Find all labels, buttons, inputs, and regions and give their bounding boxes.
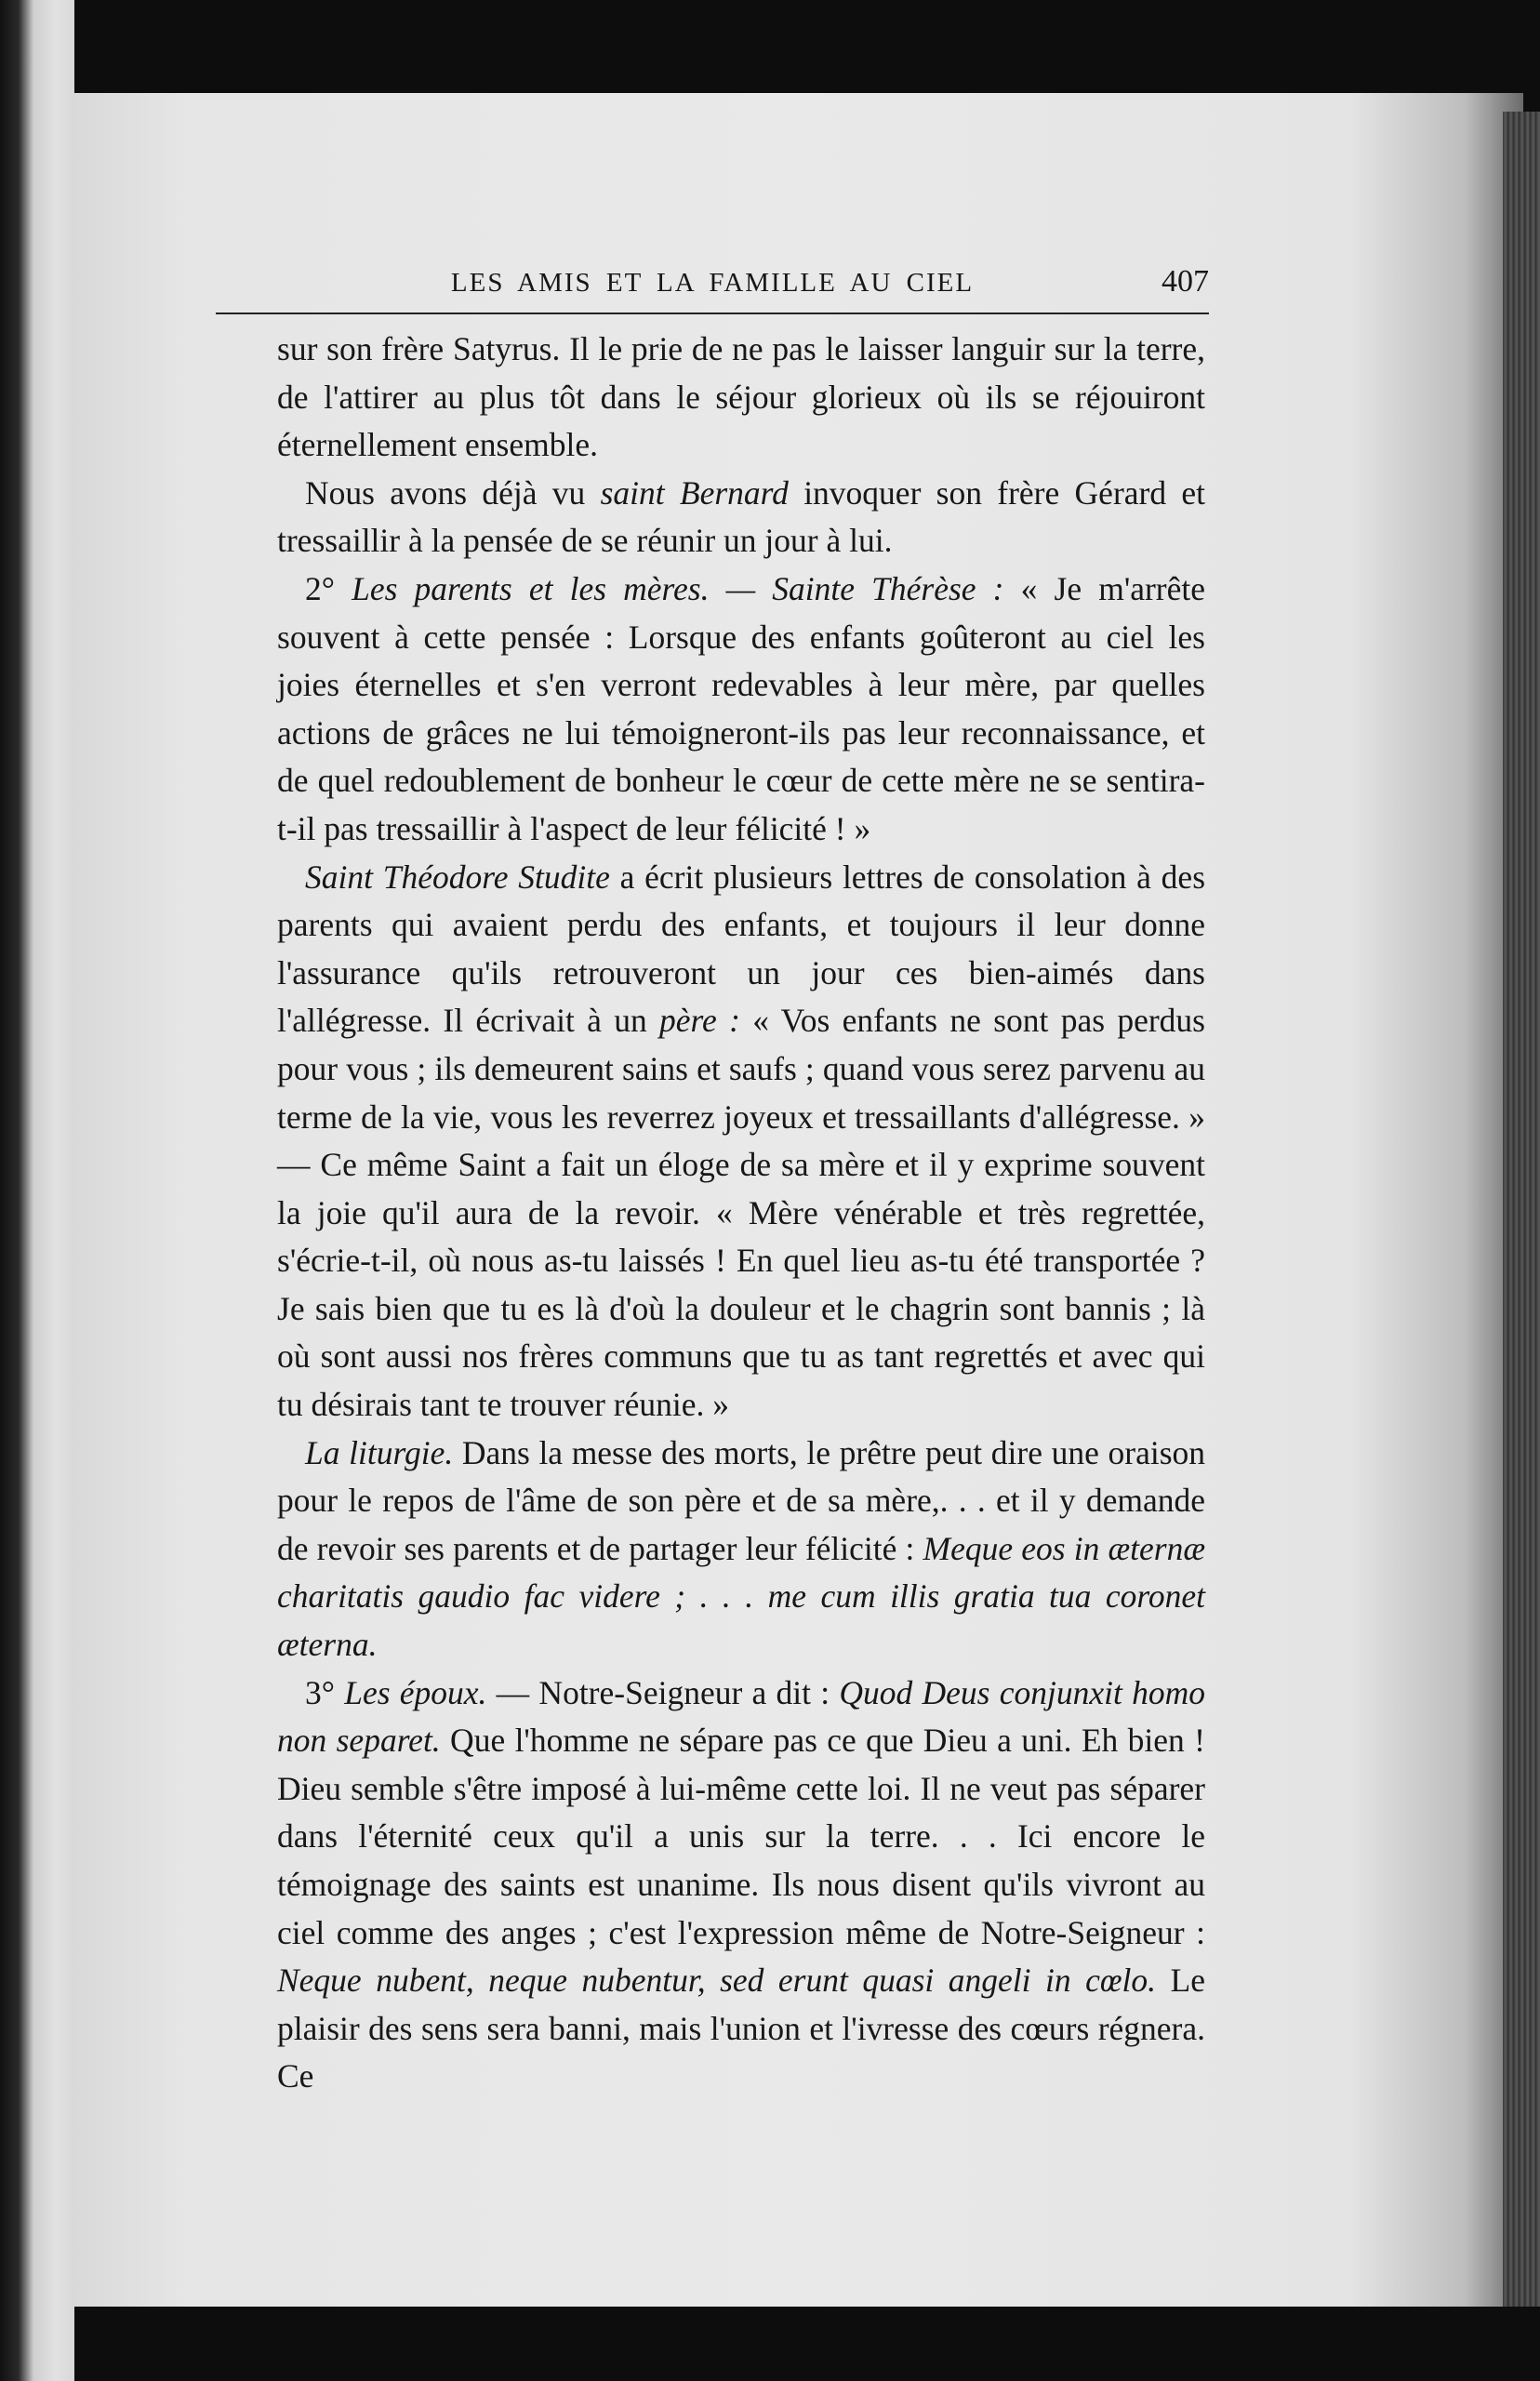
paragraph-liturgie: La liturgie. Dans la messe des morts, le prêtre peut dire une oraison pour le repos de l'âme de son père et de sa mère,. . . et il y demande de revoir ses parents et de partager leur félicité : Meque eos in æternæ charitatis gaudio fac videre ; . . . me cum illis gratia tua coronet æterna. (277, 1433, 1206, 1664)
body-text (277, 326, 1205, 2101)
running-title: LES AMIS ET LA FAMILLE AU CIEL (450, 268, 975, 298)
italic-word: père : (659, 1002, 740, 1040)
paragraph-satyrus: sur son frère Satyrus. Il le prie de ne pas le laisser languir sur la terre, de l'attirer au plus tôt dans le séjour glorieux où ils se réjouiront éternellement ensemble. (277, 330, 1205, 464)
paragraph-epoux: 3° Les époux. — Notre-Seigneur a dit : Quod Deus conjunxit homo non separet. Que l'homme ne sépare pas ce que Dieu a uni. Eh bien ! Dieu semble s'être imposé à lui-même cette loi. Il ne veut pas séparer dans l'éternité ceux qu'il a unis sur la terre. . . Ici encore le témoignage des saints est unanime. Ils nous disent qu'ils vivront au ciel comme des anges ; c'est l'expression même de Notre-Seigneur : Neque nubent, neque nubentur, sed erunt quasi angeli in cœlo. Le plaisir des sens sera banni, mais l'union et l'ivresse des cœurs régnera. Ce (277, 1673, 1205, 2095)
paragraph-parents: 2° Les parents et les mères. — Sainte Thérèse : « Je m'arrête souvent à cette pensée : Lorsque des enfants goûteront au ciel les joies éternelles et s'en verront redevables à leur mère, par quelles actions de grâces ne lui témoigneront-ils pas leur reconnaissance, et de quel redoublement de bonheur le cœur de cette mère ne se sentira-t-il pas tressaillir à l'aspect de leur félicité ! » (277, 569, 1206, 847)
paragraph-theodore: Saint Théodore Studite a écrit plusieurs lettres de consolation à des parents qui avaient perdu des enfants, et toujours il leur donne l'assurance qu'ils retrouveront un jour ces bien-aimés dans l'allégresse. Il écrivait à un père : « Vos enfants ne sont pas perdus pour vous ; ils demeurent sains et saufs ; quand vous serez parvenu au terme de la vie, vous les reverrez joyeux et tressaillants d'allégresse. » — Ce même Saint a fait un éloge de sa mère et il y exprime souvent la joie qu'il aura de la revoir. « Mère vénérable et très regrettée, s'écrie-t-il, où nous as-tu laissés ! En quel lieu as-tu été transportée ? Je sais bien que tu es là d'où la douleur et le chagrin sont bannis ; là où sont aussi nos frères communs que tu as tant regrettés et avec qui tu désirais tant te trouver réunie. » (277, 858, 1206, 1424)
page-number: 407 (1162, 264, 1209, 299)
running-header (216, 264, 1209, 314)
italic-name: saint Bernard (600, 473, 789, 512)
section-heading-liturgie: La liturgie. (305, 1433, 454, 1471)
page-stack-edge (1503, 112, 1540, 2307)
latin-quote: Neque nubent, neque nubentur, sed erunt quasi angeli in cœlo. (277, 1962, 1157, 2000)
binding-edge (0, 0, 74, 2381)
latin-quote: Meque eos in æternæ charitatis gaudio fac videre ; . . . me cum illis gratia tua coronet æterna. (277, 1529, 1205, 1664)
italic-name: Saint Théodore Studite (305, 858, 610, 896)
section-heading-parents: Les parents et les mères. — Sainte Thérèse : (352, 569, 1004, 607)
latin-quote: Quod Deus conjunxit homo non separet. (277, 1673, 1205, 1760)
paragraph-bernard: Nous avons déjà vu saint Bernard invoquer son frère Gérard et tressaillir à la pensée de se réunir un jour à lui. (277, 473, 1205, 560)
section-heading-epoux: Les époux. (344, 1673, 487, 1711)
